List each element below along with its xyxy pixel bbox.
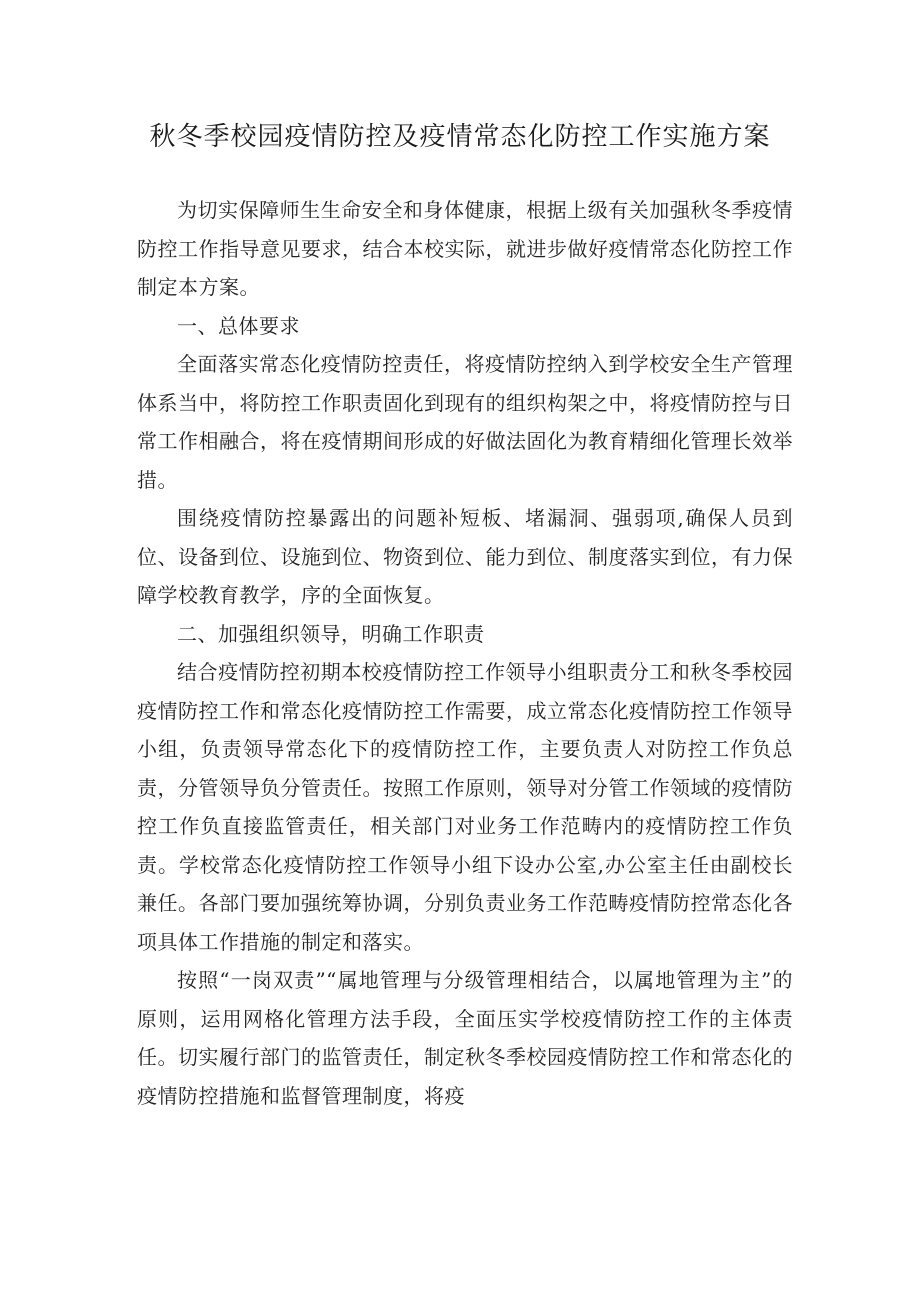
document-body [137, 191, 793, 1115]
paragraph-intro: 为切实保障师生生命安全和身体健康，根据上级有关加强秋冬季疫情防控工作指导意见要求，结合本校实际，就进步做好疫情常态化防控工作制定本方案。 [137, 198, 793, 299]
document-title: 秋冬季校园疫情防控及疫情常态化防控工作实施方案 [149, 122, 771, 152]
paragraph-weak-points: 围绕疫情防控暴露出的问题补短板、堵漏洞、强弱项,确保人员到位、设备到位、设施到位、物资到位、能力到位、制度落实到位，有力保障学校教育教学，序的全面恢复。 [137, 506, 793, 607]
paragraph-responsibility: 按照“一岗双责”“属地管理与分级管理相结合，以属地管理为主”的原则，运用网格化管理方法手段，全面压实学校疫情防控工作的主体责任。切实履行部门的监管责任，制定秋冬季校园疫情防控工作和常态化的疫情防控措施和监督管理制度，将疫 [137, 968, 793, 1108]
paragraph-general-requirements: 全面落实常态化疫情防控责任，将疫情防控纳入到学校安全生产管理体系当中，将防控工作职责固化到现有的组织构架之中，将疫情防控与日常工作相融合，将在疫情期间形成的好做法固化为教育精细化管理长效举措。 [137, 352, 793, 492]
section-heading-2: 二、加强组织领导，明确工作职责 [177, 621, 485, 646]
paragraph-leadership-group: 结合疫情防控初期本校疫情防控工作领导小组职责分工和秋冬季校园疫情防控工作和常态化疫情防控工作需要，成立常态化疫情防控工作领导小组，负责领导常态化下的疫情防控工作，主要负责人对防控工作负总责，分管领导负分管责任。按照工作原则，领导对分管工作领域的疫情防控工作负直接监管责任，相关部门对业务工作范畴内的疫情防控工作负责。学校常态化疫情防控工作领导小组下设办公室,办公室主任由副校长兼任。各部门要加强统筹协调，分别负责业务工作范畴疫情防控常态化各项具体工作措施的制定和落实。 [137, 660, 793, 954]
section-heading-1: 一、总体要求 [177, 313, 300, 338]
